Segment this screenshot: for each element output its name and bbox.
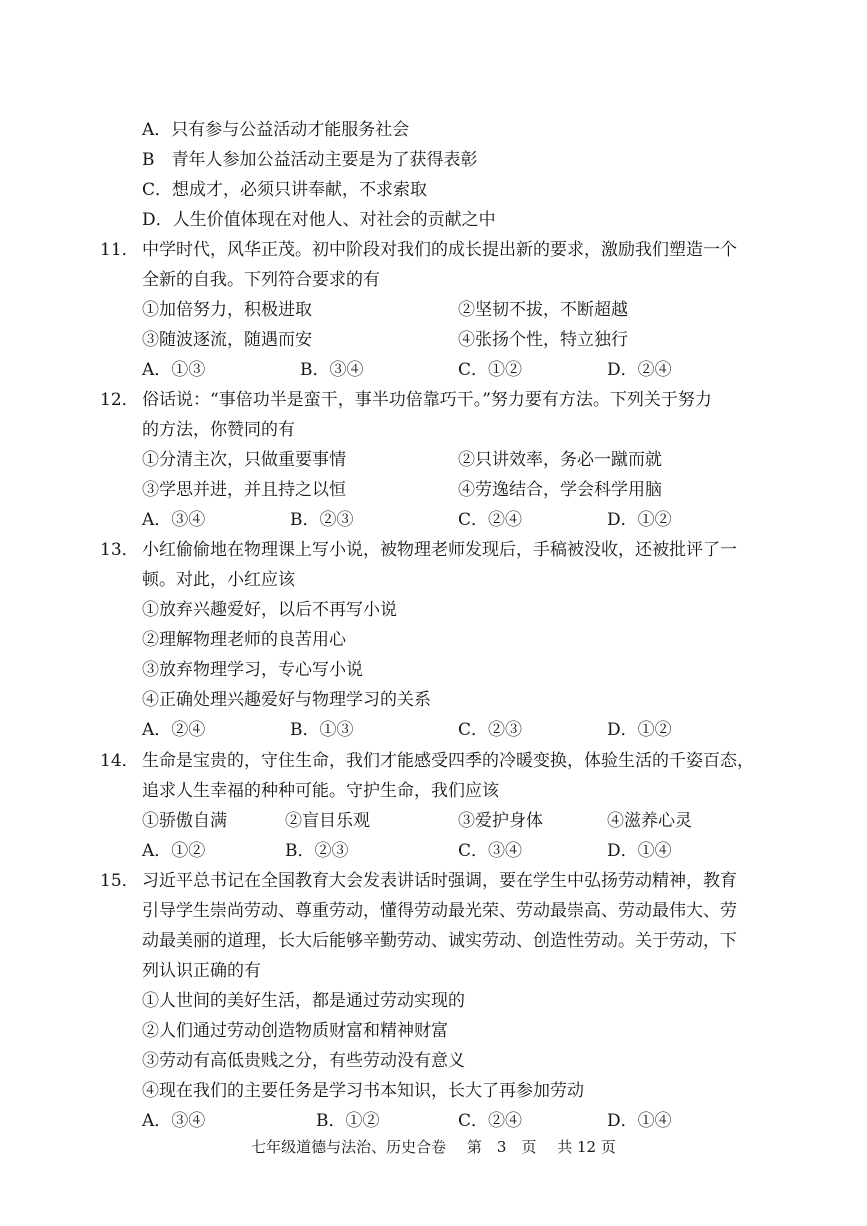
q12-stem-line: 俗话说：“事倍功半是蛮干，事半功倍靠巧干。”努力要有方法。下列关于努力 — [142, 390, 712, 410]
q10-option-b: B 青年人参加公益活动主要是为了获得表彰 — [142, 150, 478, 170]
q13-choice-d: D．①② — [607, 720, 672, 740]
q11-choice-d: D．②④ — [607, 360, 672, 380]
q12-choice-a: A．③④ — [142, 510, 206, 530]
footer-total-pages: 共 12 页 — [557, 1138, 616, 1156]
q14-item-4: ④滋养心灵 — [607, 811, 692, 831]
q15-stem-line: 引导学生崇尚劳动、尊重劳动，懂得劳动最光荣、劳动最崇高、劳动最伟大、劳 — [142, 901, 737, 921]
q15-stem-line: 习近平总书记在全国教育大会发表讲话时强调，要在学生中弘扬劳动精神，教育 — [142, 871, 737, 891]
footer-page-number: 第 3 页 — [466, 1138, 537, 1156]
q13-choice-a: A．②④ — [142, 720, 206, 740]
q14-stem-line: 生命是宝贵的，守住生命，我们才能感受四季的冷暖变换，体验生活的千姿百态， — [142, 751, 754, 771]
q14-stem-line: 追求人生幸福的种种可能。守护生命，我们应该 — [142, 781, 499, 801]
q12-item-1: ①分清主次，只做重要事情 — [142, 450, 346, 470]
q12-number: 12． — [100, 390, 139, 410]
q14-choice-a: A．①② — [142, 841, 206, 861]
q12-choice-c: C．②④ — [458, 510, 523, 530]
q11-choice-a: A．①③ — [142, 360, 206, 380]
q10-option-c: C．想成才，必须只讲奉献，不求索取 — [142, 180, 428, 200]
q15-item-4: ④现在我们的主要任务是学习书本知识，长大了再参加劳动 — [142, 1081, 584, 1101]
q11-item-4: ④张扬个性，特立独行 — [458, 330, 628, 350]
q13-item-1: ①放弃兴趣爱好，以后不再写小说 — [142, 600, 397, 620]
q15-choice-c: C．②④ — [458, 1111, 523, 1131]
q13-stem-line: 小红偷偷地在物理课上写小说，被物理老师发现后，手稿被没收，还被批评了一 — [142, 540, 737, 560]
q11-item-1: ①加倍努力，积极进取 — [142, 300, 312, 320]
q10-option-d: D．人生价值体现在对他人、对社会的贡献之中 — [142, 210, 496, 230]
q11-stem-line: 中学时代，风华正茂。初中阶段对我们的成长提出新的要求，激励我们塑造一个 — [142, 240, 737, 260]
q12-stem-line: 的方法，你赞同的有 — [142, 420, 295, 440]
q13-item-2: ②理解物理老师的良苦用心 — [142, 630, 346, 650]
q15-item-1: ①人世间的美好生活，都是通过劳动实现的 — [142, 991, 465, 1011]
q10-option-a: A．只有参与公益活动才能服务社会 — [142, 120, 410, 140]
q15-number: 15． — [100, 871, 139, 891]
q14-number: 14． — [100, 751, 139, 771]
q13-choice-b: B．①③ — [290, 720, 354, 740]
q13-stem-line: 顿。对此，小红应该 — [142, 570, 295, 590]
footer-exam-title: 七年级道德与法治、历史合卷 — [251, 1138, 447, 1156]
q12-item-4: ④劳逸结合，学会科学用脑 — [458, 480, 662, 500]
q11-number: 11． — [100, 240, 139, 260]
q13-item-3: ③放弃物理学习，专心写小说 — [142, 660, 363, 680]
q12-choice-d: D．①② — [607, 510, 672, 530]
q12-item-2: ②只讲效率，务必一蹴而就 — [458, 450, 662, 470]
q14-choice-c: C．③④ — [458, 841, 523, 861]
q14-item-3: ③爱护身体 — [458, 811, 543, 831]
q15-stem-line: 列认识正确的有 — [142, 961, 261, 981]
q13-choice-c: C．②③ — [458, 720, 523, 740]
q15-item-2: ②人们通过劳动创造物质财富和精神财富 — [142, 1021, 448, 1041]
q12-choice-b: B．②③ — [290, 510, 354, 530]
page-footer — [0, 1137, 867, 1157]
q15-choice-b: B．①② — [316, 1111, 380, 1131]
q14-choice-d: D．①④ — [607, 841, 672, 861]
q12-item-3: ③学思并进，并且持之以恒 — [142, 480, 346, 500]
q11-choice-c: C．①② — [458, 360, 523, 380]
q15-choice-d: D．①④ — [607, 1111, 672, 1131]
q11-item-3: ③随波逐流，随遇而安 — [142, 330, 312, 350]
q11-item-2: ②坚韧不拔，不断超越 — [458, 300, 628, 320]
q14-item-1: ①骄傲自满 — [142, 811, 227, 831]
q15-choice-a: A．③④ — [142, 1111, 206, 1131]
q11-stem-line: 全新的自我。下列符合要求的有 — [142, 270, 380, 290]
q15-stem-line: 动最美丽的道理，长大后能够辛勤劳动、诚实劳动、创造性劳动。关于劳动，下 — [142, 931, 737, 951]
q14-choice-b: B．②③ — [285, 841, 349, 861]
q13-item-4: ④正确处理兴趣爱好与物理学习的关系 — [142, 690, 431, 710]
q13-number: 13． — [100, 540, 139, 560]
q14-item-2: ②盲目乐观 — [285, 811, 370, 831]
q15-item-3: ③劳动有高低贵贱之分，有些劳动没有意义 — [142, 1051, 465, 1071]
q11-choice-b: B．③④ — [300, 360, 364, 380]
